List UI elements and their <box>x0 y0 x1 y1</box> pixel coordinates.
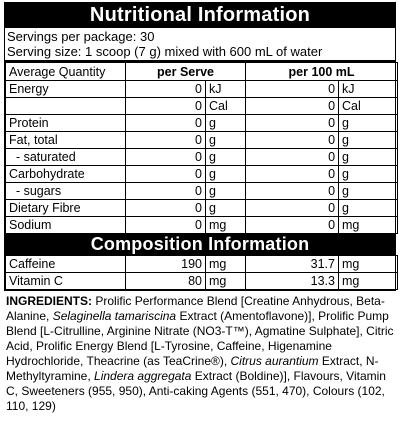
per-serve-value: 0 <box>126 183 206 200</box>
per-serve-unit: g <box>206 149 246 166</box>
per-serve-unit: g <box>206 132 246 149</box>
per-serve-unit: g <box>206 115 246 132</box>
ingredients-heading: INGREDIENTS: <box>6 294 93 308</box>
per-100ml-unit: g <box>339 183 398 200</box>
ingredients-part: Prolific Performance Blend [Creatine Anhydrous, Beta-Alanine, <box>6 294 385 323</box>
per-100ml-value: 0 <box>246 217 339 234</box>
nutrition-box <box>4 28 396 291</box>
ingredients-latin-name: Selaginella tamariscina <box>52 309 177 323</box>
row-label: Dietary Fibre <box>6 200 126 217</box>
ingredients-latin-name: Citrus aurantium <box>230 354 319 368</box>
per-serve-unit: g <box>206 166 246 183</box>
table-row <box>6 273 398 290</box>
per-serve-unit: mg <box>206 273 246 290</box>
row-label: - sugars <box>6 183 126 200</box>
table-row <box>6 132 398 149</box>
table-row <box>6 98 398 115</box>
per-100ml-value: 0 <box>246 98 339 115</box>
serving-size: Serving size: 1 scoop (7 g) mixed with 600 mL of water <box>7 44 323 59</box>
per-serve-value: 0 <box>126 81 206 98</box>
per-100ml-unit: g <box>339 132 398 149</box>
per-serve-unit: g <box>206 200 246 217</box>
per-serve-unit: mg <box>206 256 246 273</box>
per-100ml-unit: g <box>339 149 398 166</box>
nutrition-header-row <box>6 63 398 81</box>
servings-per-package: Servings per package: 30 <box>7 29 155 44</box>
row-label: Sodium <box>6 217 126 234</box>
ingredients-part: Extract, N-Methyltyramine, <box>6 354 379 383</box>
table-row <box>6 149 398 166</box>
per-100ml-unit: g <box>339 166 398 183</box>
composition-title: Composition Information <box>5 234 395 255</box>
nutrition-table <box>5 62 398 234</box>
table-row <box>6 217 398 234</box>
col-per-serve: per Serve <box>126 63 246 81</box>
per-serve-unit: kJ <box>206 81 246 98</box>
per-serve-unit: g <box>206 183 246 200</box>
per-100ml-value: 0 <box>246 81 339 98</box>
per-serve-value: 0 <box>126 98 206 115</box>
per-100ml-unit: mg <box>339 273 398 290</box>
table-row <box>6 256 398 273</box>
per-100ml-unit: kJ <box>339 81 398 98</box>
per-serve-value: 0 <box>126 115 206 132</box>
per-100ml-value: 0 <box>246 166 339 183</box>
table-row <box>6 81 398 98</box>
per-100ml-unit: g <box>339 115 398 132</box>
per-100ml-unit: mg <box>339 217 398 234</box>
per-100ml-unit: mg <box>339 256 398 273</box>
nutrition-panel <box>4 2 396 414</box>
col-per-100ml: per 100 mL <box>246 63 398 81</box>
per-serve-value: 0 <box>126 149 206 166</box>
per-serve-value: 0 <box>126 200 206 217</box>
per-100ml-unit: g <box>339 200 398 217</box>
per-100ml-value: 0 <box>246 115 339 132</box>
row-label <box>6 98 126 115</box>
per-100ml-value: 0 <box>246 200 339 217</box>
table-row <box>6 166 398 183</box>
per-serve-value: 190 <box>126 256 206 273</box>
per-serve-unit: Cal <box>206 98 246 115</box>
composition-table <box>5 255 398 290</box>
per-serve-value: 80 <box>126 273 206 290</box>
row-label: Fat, total <box>6 132 126 149</box>
table-row <box>6 183 398 200</box>
col-average-quantity: Average Quantity <box>6 63 126 81</box>
per-100ml-value: 0 <box>246 132 339 149</box>
row-label: Carbohydrate <box>6 166 126 183</box>
serving-info <box>5 28 395 62</box>
per-100ml-value: 0 <box>246 183 339 200</box>
per-100ml-unit: Cal <box>339 98 398 115</box>
per-100ml-value: 13.3 <box>246 273 339 290</box>
per-serve-value: 0 <box>126 217 206 234</box>
table-row <box>6 200 398 217</box>
per-serve-value: 0 <box>126 132 206 149</box>
ingredients-part: Extract (Boldine)], Flavours, Vitamin C, Sweeteners (955, 950), Anti-caking Agents (551, 470), Colours (102, 110, 129) <box>6 369 386 413</box>
ingredients-latin-name: Lindera aggregata <box>94 369 192 383</box>
nutrition-title: Nutritional Information <box>4 2 396 28</box>
per-100ml-value: 31.7 <box>246 256 339 273</box>
table-row <box>6 115 398 132</box>
ingredients-part: Extract (Amentoflavone)], Prolific Pump Blend [L-Citrulline, Arginine Nitrate (NO3-T™), Agmatine Sulphate], Citric Acid, Prolific Energy Blend [L-Tyrosine, Caffeine, Higenamine Hydrochloride, Theacrine (as TeaCrine®), <box>6 309 394 368</box>
per-serve-unit: mg <box>206 217 246 234</box>
row-label: Caffeine <box>6 256 126 273</box>
row-label: - saturated <box>6 149 126 166</box>
per-serve-value: 0 <box>126 166 206 183</box>
ingredients-text <box>4 291 396 414</box>
row-label: Vitamin C <box>6 273 126 290</box>
per-100ml-value: 0 <box>246 149 339 166</box>
row-label: Protein <box>6 115 126 132</box>
row-label: Energy <box>6 81 126 98</box>
